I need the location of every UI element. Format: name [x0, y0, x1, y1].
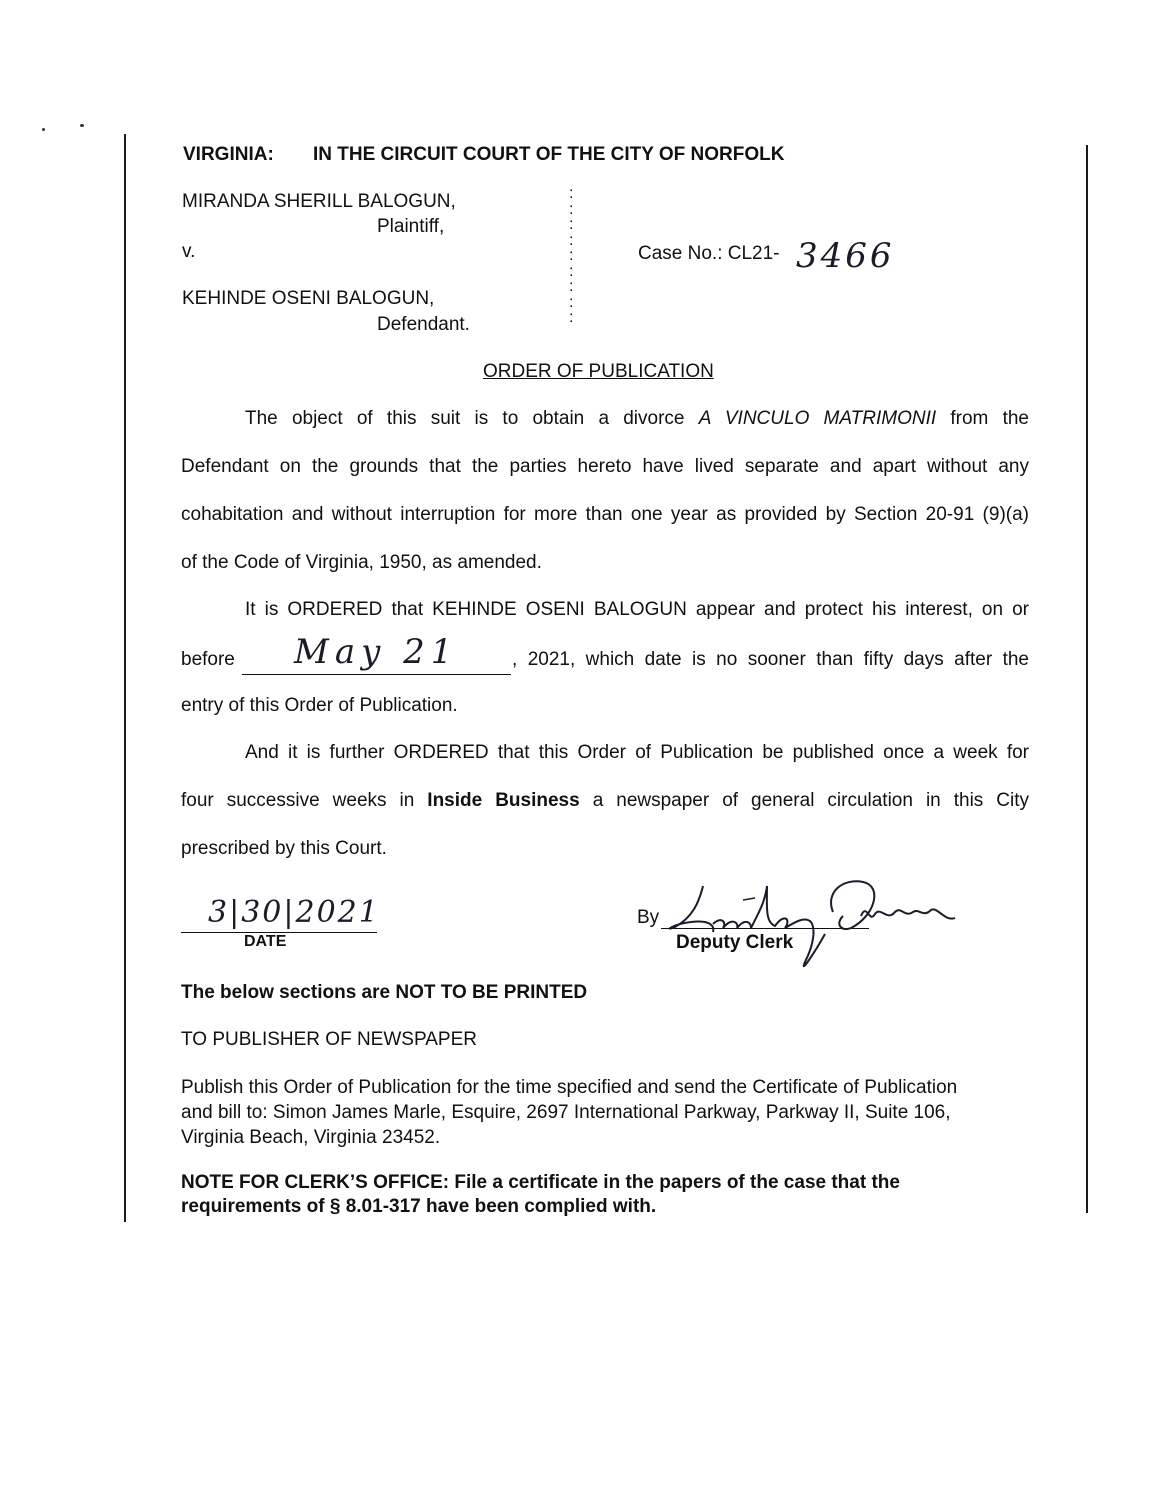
paragraph-line — [181, 777, 1029, 825]
document-title: ORDER OF PUBLICATION — [483, 361, 714, 382]
clerk-title: Deputy Clerk — [676, 932, 794, 953]
paragraph-line — [181, 395, 1029, 443]
clerk-note-line: NOTE FOR CLERK’S OFFICE: File a certificate in the papers of the case that the — [181, 1172, 900, 1193]
left-margin-rule — [124, 134, 126, 1222]
paragraph-line: entry of this Order of Publication. — [181, 695, 458, 716]
plaintiff-name: MIRANDA SHERILL BALOGUN, — [182, 191, 456, 212]
paragraph-line: It is ORDERED that KEHINDE OSENI BALOGUN appear and protect his interest, on or — [245, 599, 1029, 620]
court-name: IN THE CIRCUIT COURT OF THE CITY OF NORFOLK — [313, 144, 785, 165]
clerk-note-line: requirements of § 8.01-317 have been complied with. — [181, 1196, 657, 1217]
date-label: DATE — [244, 933, 287, 950]
publisher-instructions-line: and bill to: Simon James Marle, Esquire, 2697 International Parkway, Parkway II, Suite 106, — [181, 1102, 951, 1123]
scan-speck — [42, 128, 45, 131]
appearance-date-handwritten: May 21 — [294, 632, 459, 672]
paragraph-line: prescribed by this Court. — [181, 838, 387, 859]
appearance-date-rest: , 2021, which date is no sooner than fifty days after the — [512, 649, 1029, 670]
defendant-role: Defendant. — [377, 314, 470, 335]
paragraph-publication-order — [181, 729, 1029, 873]
paragraph-line: of the Code of Virginia, 1950, as amended. — [181, 552, 542, 573]
case-number-label: Case No.: CL21- — [638, 243, 780, 264]
order-date-handwritten: 3|30|2021 — [208, 895, 380, 930]
right-margin-rule — [1086, 145, 1088, 1213]
paragraph-line: And it is further ORDERED that this Order of Publication be published once a week for — [245, 742, 1029, 763]
text-span: from the — [950, 408, 1029, 429]
paragraph-object-of-suit — [181, 395, 1029, 587]
caption-divider: : : : : : : : : : — [569, 185, 574, 326]
court-state-label: VIRGINIA: — [183, 144, 274, 165]
paragraph-line: Defendant on the grounds that the parties hereto have lived separate and apart without any — [181, 456, 1029, 477]
versus-label: v. — [182, 241, 196, 262]
plaintiff-role: Plaintiff, — [377, 216, 445, 237]
paragraph-appearance-order — [181, 586, 1029, 634]
clerk-signature — [655, 872, 975, 992]
before-label: before — [181, 649, 235, 670]
not-printed-heading: The below sections are NOT TO BE PRINTED — [181, 982, 588, 1003]
defendant-name: KEHINDE OSENI BALOGUN, — [182, 288, 435, 309]
text-span: The object of this suit is to obtain a divorce — [245, 408, 685, 429]
by-label: By — [637, 907, 660, 928]
publisher-instructions-line: Virginia Beach, Virginia 23452. — [181, 1127, 441, 1148]
text-span: a newspaper of general circulation in this City — [592, 790, 1030, 811]
scan-speck — [80, 124, 84, 127]
newspaper-name: Inside Business — [427, 790, 580, 811]
to-publisher-heading: TO PUBLISHER OF NEWSPAPER — [181, 1029, 477, 1050]
text-span: four successive weeks in — [181, 790, 415, 811]
latin-phrase: A VINCULO MATRIMONII — [698, 408, 937, 429]
case-number-handwritten: 3466 — [796, 236, 895, 276]
paragraph-line: cohabitation and without interruption for more than one year as provided by Section 20-91 (9)(a) — [181, 504, 1029, 525]
publisher-instructions-line: Publish this Order of Publication for the time specified and send the Certificate of Publication — [181, 1077, 958, 1098]
